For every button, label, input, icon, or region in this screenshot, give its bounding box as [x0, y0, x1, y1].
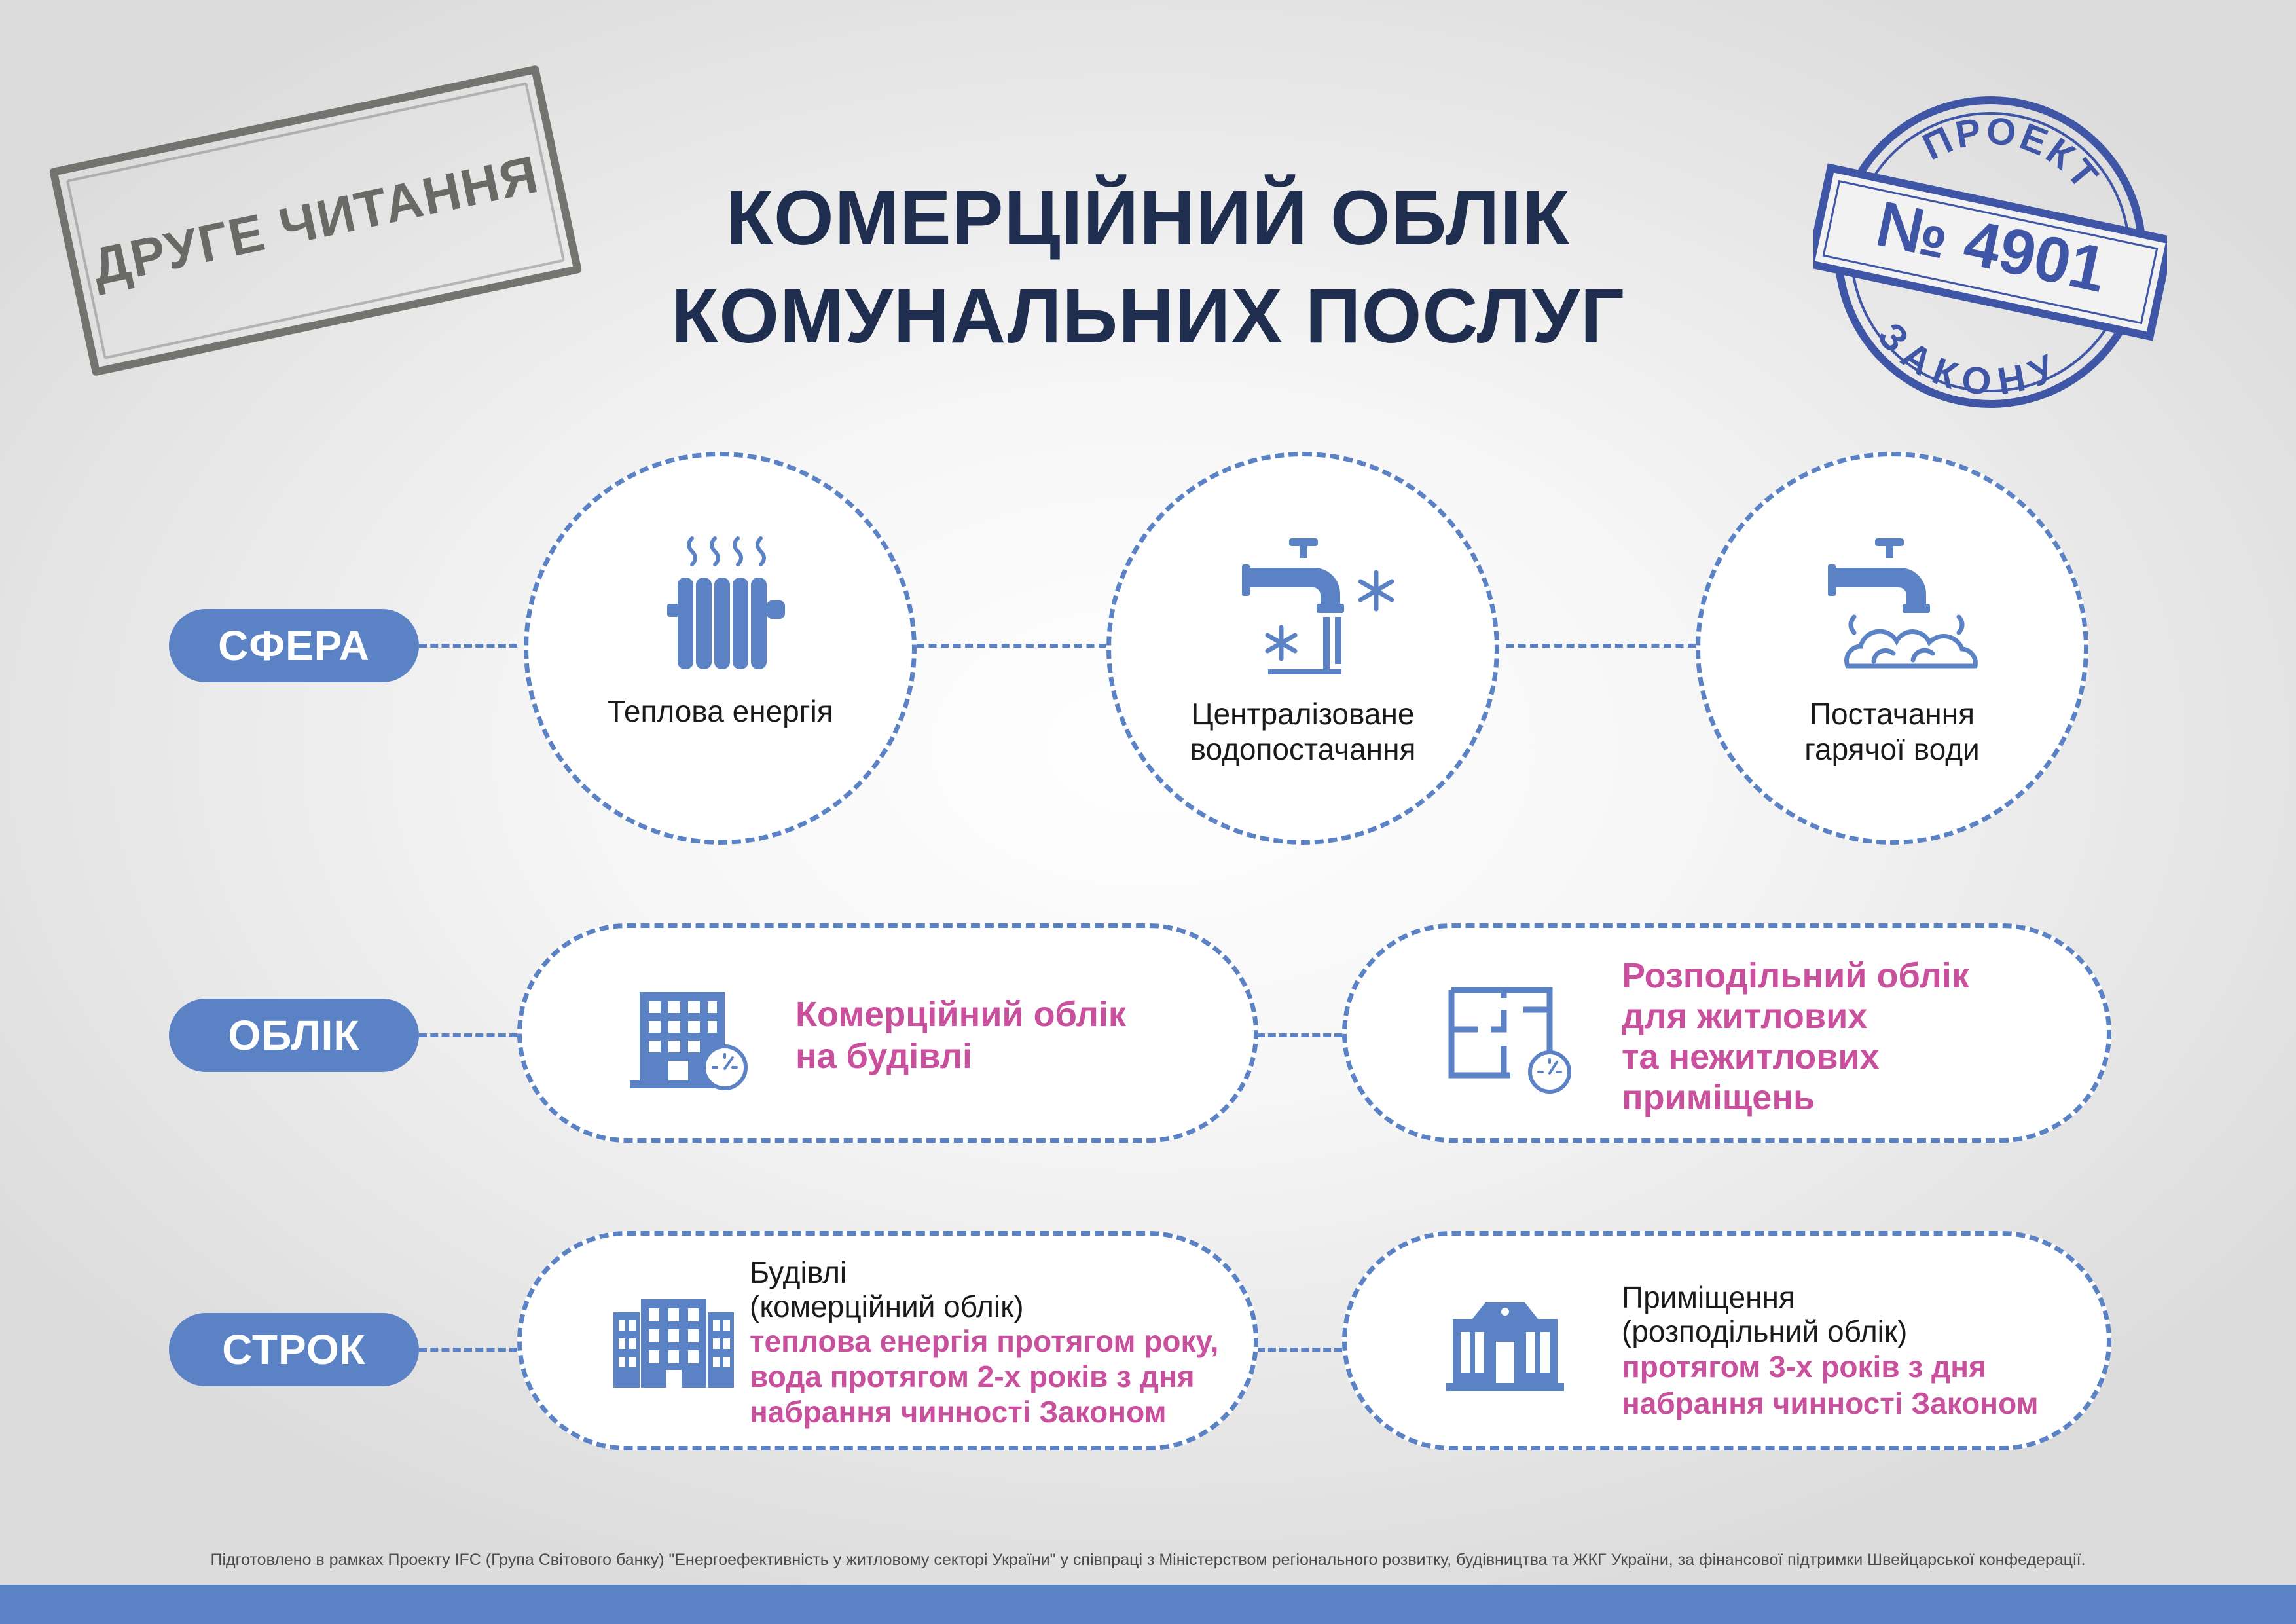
- accounting-premises-line3: та нежитлових: [1622, 1037, 1880, 1077]
- term-premises-line2: набрання чинності Законом: [1622, 1386, 2039, 1420]
- connector-accounting-1: [419, 1033, 517, 1037]
- row-label-term-text: СТРОК: [222, 1326, 366, 1373]
- law-stamp-number: № 4901: [1870, 187, 2113, 306]
- term-building-line2: вода протягом 2-х років з дня: [750, 1359, 1195, 1393]
- law-stamp-top: ПРОЕКТ: [1916, 109, 2108, 199]
- sphere-water-line1: Централізоване: [1191, 697, 1415, 731]
- law-stamp-bottom: ЗАКОНУ: [1869, 314, 2064, 403]
- law-project-stamp: [1813, 75, 2167, 429]
- connector-sphere-2: [917, 644, 1106, 648]
- connector-sphere-1: [419, 644, 517, 648]
- title-line-2: КОМУНАЛЬНИХ ПОСЛУГ: [671, 273, 1625, 360]
- row-label-accounting-text: ОБЛІК: [228, 1012, 360, 1059]
- connector-term-2: [1257, 1348, 1342, 1352]
- accounting-premises-line1: Розподільний облік: [1622, 956, 1969, 995]
- accounting-premises-card: [1342, 923, 2111, 1143]
- term-building-head1: Будівлі: [750, 1255, 847, 1289]
- cold-water-tap-icon: [1242, 538, 1399, 676]
- accounting-building-line1: Комерційний облік: [795, 995, 1126, 1034]
- accounting-premises-line2: для житлових: [1622, 997, 1868, 1036]
- office-building-icon: [613, 1299, 738, 1391]
- sphere-circle-hotwater: [1696, 452, 2088, 845]
- connector-accounting-2: [1257, 1033, 1342, 1037]
- title-line-1: КОМЕРЦІЙНИЙ ОБЛІК: [725, 175, 1571, 261]
- row-label-sphere: [169, 609, 419, 682]
- accounting-building-line2: на будівлі: [795, 1037, 973, 1076]
- term-building-line3: набрання чинності Законом: [750, 1395, 1167, 1429]
- public-building-icon: [1446, 1296, 1564, 1391]
- row-label-sphere-text: СФЕРА: [218, 622, 370, 669]
- sphere-heat-line1: Теплова енергія: [607, 694, 833, 728]
- sphere-water-line2: водопостачання: [1190, 732, 1416, 766]
- bottom-bar: [0, 1585, 2296, 1624]
- term-building-card: [517, 1231, 1258, 1450]
- row-label-accounting: [169, 999, 419, 1072]
- floorplan-meter-icon: [1445, 984, 1576, 1095]
- second-reading-label: ДРУГЕ ЧИТАННЯ: [87, 144, 544, 297]
- sphere-hotwater-line1: Постачання: [1809, 697, 1975, 731]
- sphere-circle-heat: [524, 452, 917, 845]
- term-premises-card: [1342, 1231, 2111, 1450]
- term-building-head2: (комерційний облік): [750, 1289, 1024, 1323]
- footer-note: Підготовлено в рамках Проекту IFC (Група Світового банку) "Енергоефективність у житловому секторі України" у співпраці з Міністерством регіонального розвитку, будівництва та ЖКГ України, за фінансової підтримки Швейцарської конфедерації.: [210, 1551, 2086, 1569]
- accounting-premises-line4: приміщень: [1622, 1078, 1815, 1117]
- hot-water-tap-icon: [1828, 538, 1985, 676]
- term-premises-line1: протягом 3-х років з дня: [1622, 1350, 1986, 1384]
- building-meter-icon: [627, 986, 751, 1090]
- sphere-circle-water: [1106, 452, 1499, 845]
- term-building-line1: теплова енергія протягом року,: [750, 1324, 1219, 1358]
- term-premises-head2: (розподільний облік): [1622, 1314, 1908, 1348]
- connector-term-1: [419, 1348, 517, 1352]
- accounting-building-card: [517, 923, 1258, 1143]
- radiator-icon: [666, 532, 790, 673]
- sphere-hotwater-line2: гарячої води: [1804, 732, 1980, 766]
- row-label-term: [169, 1313, 419, 1386]
- law-stamp-seal: [1813, 75, 2167, 429]
- term-premises-head1: Приміщення: [1622, 1280, 1795, 1314]
- connector-sphere-3: [1506, 644, 1696, 648]
